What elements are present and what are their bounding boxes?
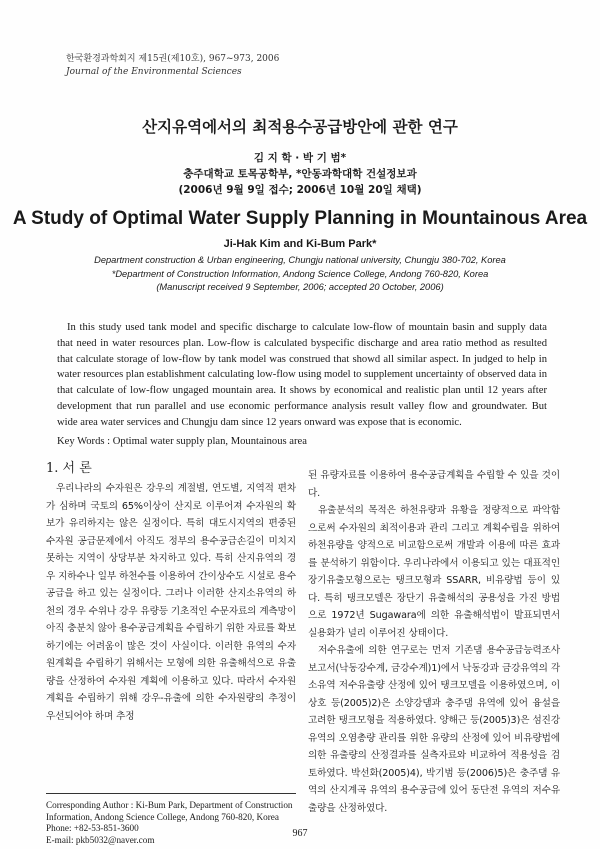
corresponding-author-note	[46, 800, 296, 846]
english-authors: Ji-Hak Kim and Ki-Bum Park*	[223, 238, 377, 250]
affiliation-line: *Department of Construction Information, Andong Science College, Andong 760-820, Korea	[111, 268, 489, 279]
abstract: In this study used tank model and specific discharge to calculate low-flow of mountain basin and supply data that need in water resources plan. Low-flow is calculated byspecific discharge and area ratio method as resulted that calculate storage of low-flow by tank model was construed that showd all similar aspect. In judged to help in water resources plan establishment calculating low-flow using model to supplement uncertainty of observed data in that calculate of low-flow ungaged mountain area. It shows by economical and realistic plan until 12 years after development that run parallel and use economic performance analysis result valley flow and groundwater. But wide area water services and Chungju dam since 12 years onward was expose that is economic.	[57, 322, 547, 428]
left-column	[46, 480, 296, 725]
journal-name: Journal of the Environmental Sciences	[66, 67, 242, 77]
english-title: A Study of Optimal Water Supply Planning in Mountainous Area	[12, 208, 588, 229]
affiliation-line: Department construction & Urban engineering, Chungju national university, Chungju 380-702, Korea	[94, 255, 506, 265]
english-affiliations	[0, 254, 600, 295]
email-link[interactable]: E-mail: pkb5032@naver.com	[46, 834, 155, 845]
manuscript-dates: (Manuscript received 9 September, 2006; accepted 20 October, 2006)	[156, 282, 444, 292]
korean-received-date: (2006년 9월 9일 접수; 2006년 10월 20일 채택)	[178, 184, 422, 196]
journal-header	[66, 53, 279, 79]
korean-author-block	[0, 150, 600, 198]
paragraph: 우리나라의 수자원은 강우의 계절별, 연도별, 지역적 편차가 심하며 국토의 65%이상이 산지로 이루어져 수자원의 확보가 유리하지는 않은 실정이다. 특히 대도시지역의 편중된 수자원 공급문제에서 아직도 정부의 용수공급손길이 미치지 못하는 지역이 상당부분 차지하고 있다. 특히 산지유역의 경우 지하수나 일부 하천수를 이용하여 간이상수도 시설로 용수공급을 하고 있는 실정이다. 그러나 이러한 산지소유역의 하천의 경우 수위나 강우 유량등 기초적인 수문자료의 계측망이 아직 충분치 않아 용수공급계획을 수립하기 위한 자료를 확보하기에는 어려움이 많은 것이 사실이다. 이러한 유역의 수자원계획을 수립하기 위해서는 모형에 의한 유출해석으로 유출량을 산정하여 수자원 계획에 이용하고 있다. 따라서 수자원 계획을 수립하기 위해 강우-유출에 의한 수자원량의 추정이 우선되어야 하며 추정	[46, 483, 296, 722]
korean-title: 산지유역에서의 최적용수공급방안에 관한 연구	[142, 118, 458, 136]
keywords: Key Words : Optimal water supply plan, Mountainous area	[57, 436, 307, 447]
paragraph: 유출분석의 목적은 하천유량과 유황을 정량적으로 파악함으로써 수자원의 최적이용과 관리 그리고 계획수립을 위하여 하천유량을 양적으로 비교함으로써 개발과 이용에 따른 효과를 분석하기 위함이다. 우리나라에서 이용되고 있는 대표적인 장기유출모형으로는 탱크모형과 SSARR, 비유량법 등이 있다. 특히 탱크모델은 장단기 유출해석의 공용성을 가진 방법으로 1972년 Sugawara에 의한 유출해석법이 발표되면서 실용화가 널리 이루어진 상태이다.	[308, 505, 560, 639]
korean-authors: 김 지 학 · 박 기 범*	[253, 152, 347, 164]
section-heading-introduction: 1. 서 론	[46, 461, 92, 476]
corresponding-author: Corresponding Author : Ki-Bum Park, Department of Construction Information, Andong Science College, Andong 760-820, Korea	[46, 800, 293, 822]
page-number: 967	[292, 828, 308, 839]
journal-citation: 한국환경과학회지 제15권(제10호), 967~973, 2006	[66, 54, 280, 64]
paragraph: 저수유출에 의한 연구로는 먼저 기존댐 용수공급능력조사 보고서(낙동강수계, 금강수계)1)에서 낙동강과 금강유역의 각 소유역 저수유출량 산정에 있어 탱크모델을 이용하였으며, 이상호 등(2005)2)은 소양강댐과 충주댐 유역에 있어 융설을 고려한 탱크모형을 적용하였다. 양해근 등(2005)3)은 섬진강유역의 오염총량 관리를 위한 유량의 산정에 있어 비유량법에 의한 유출량의 산정결과를 실측자료와 비교하여 적용성을 검토하였다. 박선화(2005)4), 박기범 등(2006)5)은 충주댐 유역의 산지계곡 유역의 용수공급에 있어 동단전 유역의 저수유출량을 산정하였다.	[308, 645, 560, 814]
footnote-divider	[46, 793, 296, 794]
right-column	[308, 467, 560, 817]
paragraph: 된 유량자료를 이용하여 용수공급계획을 수립할 수 있을 것이다.	[308, 470, 560, 499]
korean-affiliation: 충주대학교 토목공학부, *안동과학대학 건설정보과	[183, 168, 417, 180]
phone: Phone: +82-53-851-3600	[46, 823, 139, 833]
